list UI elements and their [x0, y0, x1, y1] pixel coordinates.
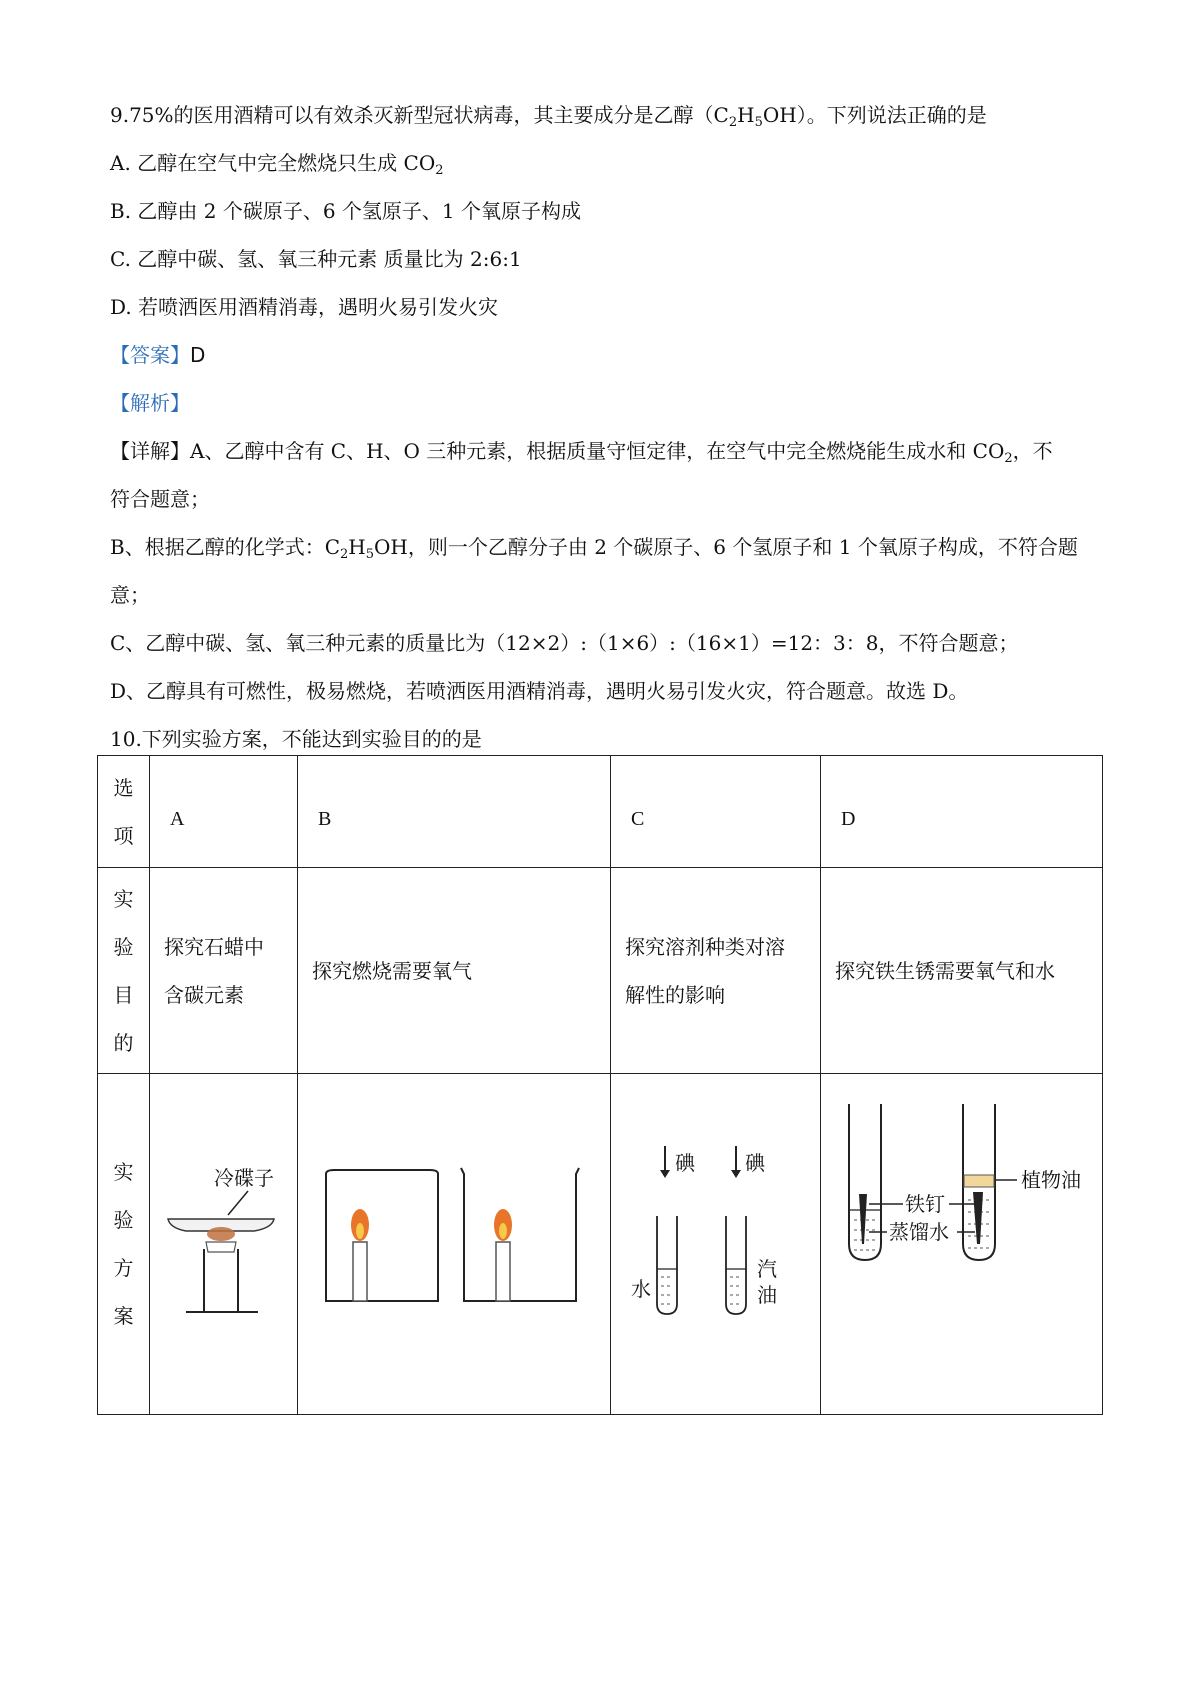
- q9-stem: 9.75%的医用酒精可以有效杀灭新型冠状病毒，其主要成分是乙醇$(C_2H_5OH)$。下列说法正确的是: [110, 103, 987, 130]
- iron-nail-label: 铁钉: [905, 1192, 945, 1216]
- detail-b-line2: 意；: [110, 583, 150, 607]
- oil-layer-shape: [964, 1175, 994, 1187]
- q9-option-a: A. 乙醇在空气中完全燃烧只生成 $CO_2$: [110, 151, 444, 178]
- plan-b-diagram: [298, 1074, 611, 1415]
- veg-oil-label: 植物油: [1021, 1168, 1081, 1192]
- q10-table: [97, 755, 1103, 1415]
- gasoline-label-1: 汽: [757, 1257, 777, 1281]
- test-tube-left: [849, 1104, 881, 1260]
- water-label: 水: [631, 1277, 651, 1301]
- plan-d-diagram: [821, 1074, 1103, 1415]
- header-b: B: [298, 756, 611, 868]
- candle-shape: [206, 1242, 236, 1252]
- table-row-options: [98, 756, 1103, 868]
- plan-c-diagram: [611, 1074, 821, 1415]
- iron-rust-diagram: [821, 1074, 1103, 1409]
- purpose-c: 探究溶剂种类对溶 解性的影响: [611, 868, 821, 1074]
- plan-a-diagram: [150, 1074, 298, 1415]
- table-row-plan: [98, 1074, 1103, 1415]
- cold-dish-label: 冷碟子: [214, 1166, 274, 1190]
- answer-value: D: [190, 343, 206, 367]
- open-beaker-shape: [461, 1168, 579, 1301]
- row-label-options: 选项: [98, 756, 150, 868]
- answer-label: 【答案】: [110, 343, 190, 367]
- detail-c: C、乙醇中碳、氢、氧三种元素的质量比为（12×2）:（1×6）:（16×1）=12：3：8，不符合题意；: [110, 631, 1019, 655]
- iodine-solubility-diagram: [611, 1074, 821, 1409]
- purpose-d: 探究铁生锈需要氧气和水: [821, 868, 1103, 1074]
- purpose-a: 探究石蜡中 含碳元素: [150, 868, 298, 1074]
- detail-d: D、乙醇具有可燃性，极易燃烧，若喷洒医用酒精消毒，遇明火易引发火灾，符合题意。故选 D。: [110, 679, 969, 703]
- header-a: A: [150, 756, 298, 868]
- q9-option-b: B. 乙醇由 2 个碳原子、6 个氢原子、1 个氧原子构成: [110, 199, 582, 223]
- detail-a-line2: 符合题意；: [110, 487, 210, 511]
- distilled-water-label: 蒸馏水: [889, 1220, 949, 1244]
- candle-beaker-diagram: [298, 1074, 611, 1409]
- nail-left-shape: [859, 1194, 867, 1244]
- q9-option-d: D. 若喷洒医用酒精消毒，遇明火易引发火灾: [110, 295, 499, 319]
- test-tube-gasoline: [726, 1216, 746, 1314]
- flame-shape: [207, 1227, 235, 1241]
- detail-b-line1: B、根据乙醇的化学式：$C_2H_5OH$，则一个乙醇分子由 2 个碳原子、6 个氢原子和 1 个氧原子构成，不符合题: [110, 535, 1078, 562]
- gasoline-label-2: 油: [757, 1283, 777, 1307]
- row-label-plan: 实验方案: [98, 1074, 150, 1415]
- row-label-purpose: 实验目的: [98, 868, 150, 1074]
- detail-a-line1: 【详解】A、乙醇中含有 C、H、O 三种元素，根据质量守恒定律，在空气中完全燃烧能生成水和 $CO_2$，不: [110, 439, 1053, 466]
- header-c: C: [611, 756, 821, 868]
- purpose-b: 探究燃烧需要氧气: [298, 868, 611, 1074]
- inverted-beaker-shape: [326, 1170, 438, 1301]
- q9-option-c: C. 乙醇中碳、氢、氧三种元素 质量比为 2:6:1: [110, 247, 522, 271]
- test-tube-water: [657, 1216, 677, 1314]
- analysis-label: 【解析】: [110, 391, 190, 415]
- iodine-label-1: 碘: [675, 1151, 695, 1175]
- cold-dish-candle-diagram: [150, 1074, 298, 1409]
- iodine-label-2: 碘: [745, 1151, 765, 1175]
- table-row-purpose: [98, 868, 1103, 1074]
- header-d: D: [821, 756, 1103, 868]
- q10-stem: 10.下列实验方案，不能达到实验目的的是: [110, 727, 482, 751]
- answer-line: [110, 340, 205, 370]
